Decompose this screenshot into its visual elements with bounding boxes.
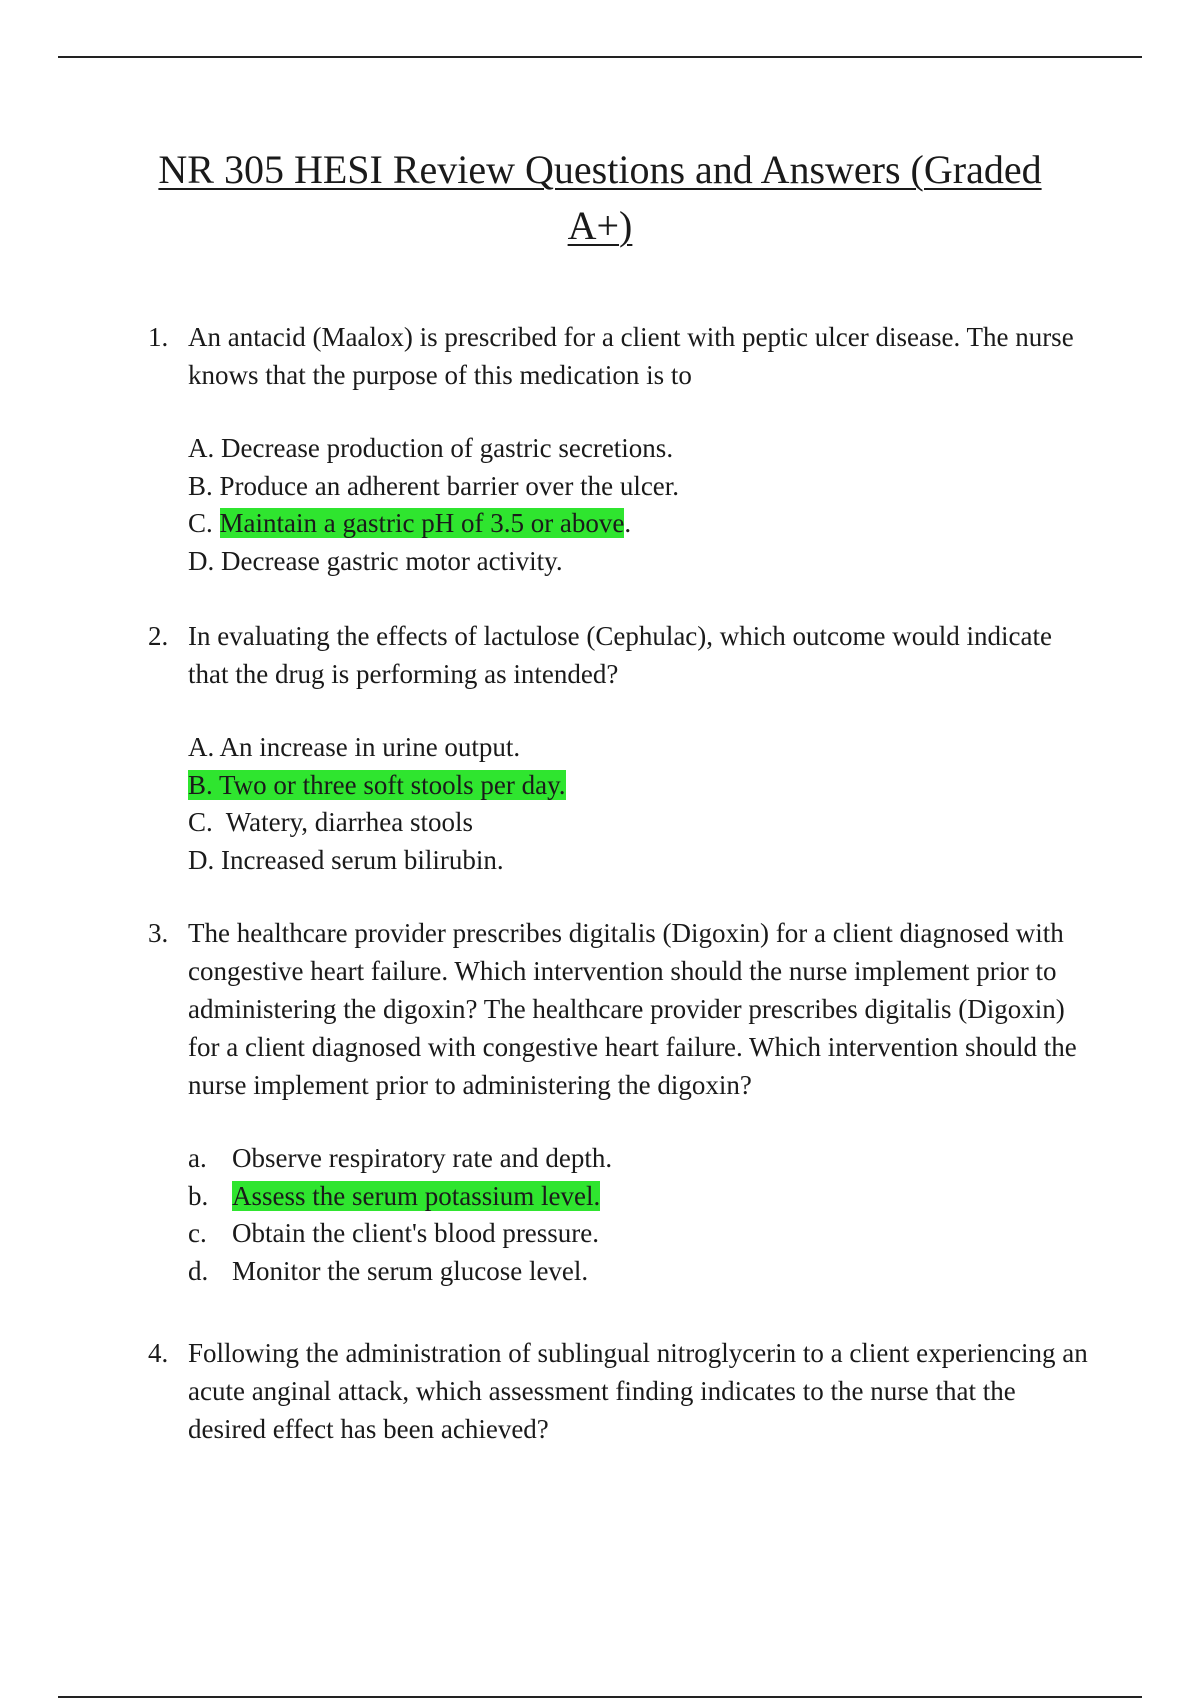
option-3a: a. Observe respiratory rate and depth. <box>188 1143 613 1173</box>
question-4 <box>148 1334 1098 1448</box>
option-2c: C. Watery, diarrhea stools <box>188 807 474 837</box>
question-4-text: Following the administration of sublingual nitroglycerin to a client experiencing an acute anginal attack, which assessment finding indicates to the nurse that the desired effect has been achieved? <box>188 1338 1088 1444</box>
option-1a: A. Decrease production of gastric secretions. <box>188 433 674 463</box>
question-3-text: The healthcare provider prescribes digitalis (Digoxin) for a client diagnosed with congestive heart failure. Which intervention should the nurse implement prior to administering the digoxin? The healthcare provider prescribes digitalis (Digoxin) for a client diagnosed with congestive heart failure. Which intervention should the nurse implement prior to administering the digoxin? <box>188 918 1077 1100</box>
question-3 <box>148 914 1098 1290</box>
question-1-options <box>148 430 1098 580</box>
option-3c: c. Obtain the client's blood pressure. <box>188 1218 600 1248</box>
question-4-number: 4. <box>148 1338 169 1368</box>
question-4-stem <box>148 1334 1098 1448</box>
question-2-options <box>148 729 1098 879</box>
option-3b: b. Assess the serum potassium level. <box>188 1180 601 1211</box>
option-3d: d. Monitor the serum glucose level. <box>188 1255 589 1286</box>
question-3-stem <box>148 914 1098 1104</box>
question-2 <box>148 617 1098 879</box>
correct-answer-highlight: B. Two or three soft stools per day. <box>188 769 566 800</box>
question-3-options <box>148 1140 1098 1290</box>
top-rule <box>58 56 1142 58</box>
question-2-stem <box>148 617 1098 693</box>
option-2a: A. An increase in urine output. <box>188 732 521 762</box>
option-2d: D. Increased serum bilirubin. <box>188 844 504 875</box>
question-1-number: 1. <box>148 322 169 352</box>
question-1 <box>148 318 1098 580</box>
option-1b: B. Produce an adherent barrier over the ulcer. <box>188 470 680 501</box>
question-3-number: 3. <box>148 918 169 948</box>
question-2-text: In evaluating the effects of lactulose (Cephulac), which outcome would indicate that the drug is performing as intended? <box>188 621 1052 689</box>
option-1c: C. Maintain a gastric pH of 3.5 or above. <box>188 508 632 538</box>
question-1-stem <box>148 318 1098 394</box>
correct-answer-highlight: Maintain a gastric pH of 3.5 or above <box>219 508 625 538</box>
correct-answer-highlight: Assess the serum potassium level. <box>232 1180 601 1211</box>
document-title: NR 305 HESI Review Questions and Answers (Graded A+) <box>158 147 1042 248</box>
option-1d: D. Decrease gastric motor activity. <box>188 545 563 576</box>
question-2-number: 2. <box>148 621 169 651</box>
bottom-rule <box>58 1696 1142 1698</box>
question-1-text: An antacid (Maalox) is prescribed for a client with peptic ulcer disease. The nurse knows that the purpose of this medication is to <box>188 322 1074 390</box>
option-2b <box>188 767 1098 805</box>
